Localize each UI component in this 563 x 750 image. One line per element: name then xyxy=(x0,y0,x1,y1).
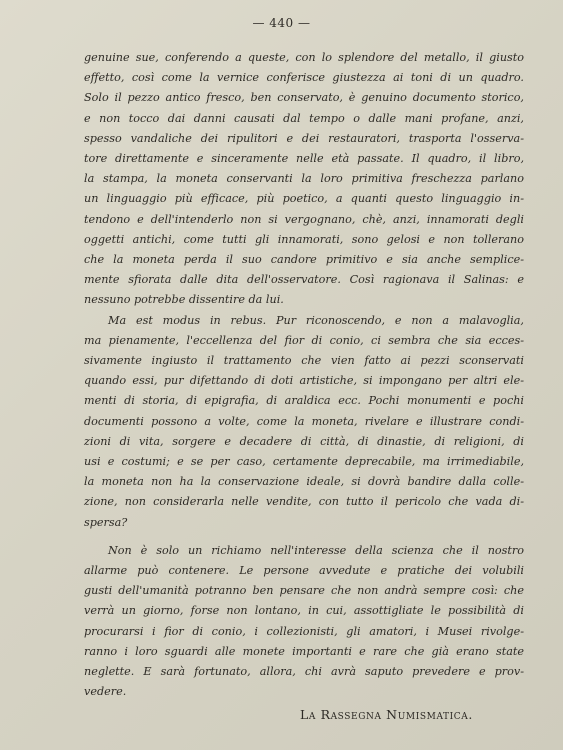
paragraph-2-line: menti di storia, di epigrafia, di araldica ecc. Pochi monumenti e pochi xyxy=(84,394,524,408)
paragraph-1-line: spesso vandaliche dei ripulitori e dei restauratori, trasporta l'osserva- xyxy=(84,131,524,145)
paragraph-1-line: la stampa, la moneta conservanti la loro primitiva freschezza parlano xyxy=(84,172,524,186)
paragraph-3-line: vedere. xyxy=(84,685,127,699)
paragraph-1-line: mente sfiorata dalle dita dell'osservatore. Così ragionava il Salinas: e xyxy=(84,273,524,287)
paragraph-1-line: un linguaggio più efficace, più poetico, a quanti questo linguaggio in- xyxy=(84,192,524,206)
article-body xyxy=(84,48,524,703)
paragraph-1-line: nessuno potrebbe dissentire da lui. xyxy=(84,293,284,307)
paragraph-gap xyxy=(84,533,524,541)
paragraph-2-line: Ma est modus in rebus. Pur riconoscendo, e non a malavoglia, xyxy=(108,313,524,327)
paragraph-2-line: quando essi, pur difettando di doti artistiche, si impongano per altri ele- xyxy=(84,374,524,388)
paragraph-1-line: Solo il pezzo antico fresco, ben conservato, è genuino documento storico, xyxy=(84,91,524,105)
signature: La Rassegna Numismatica. xyxy=(300,707,473,722)
paragraph-2-line: sivamente ingiusto il trattamento che vien fatto ai pezzi sconservati xyxy=(84,354,524,368)
page-number: — 440 — xyxy=(252,16,311,30)
paragraph-1-line: oggetti antichi, come tutti gli innamorati, sono gelosi e non tollerano xyxy=(84,232,524,246)
paragraph-2-line: documenti possono a volte, come la moneta, rivelare e illustrare condi- xyxy=(84,414,524,428)
paragraph-1-line: e non tocco dai danni causati dal tempo o dalle mani profane, anzi, xyxy=(84,111,524,125)
paragraph-3-line: gusti dell'umanità potranno ben pensare che non andrà sempre così: che xyxy=(84,584,524,598)
paragraph-3-line: procurarsi i fior di conio, i collezionisti, gli amatori, i Musei rivolge- xyxy=(84,624,524,638)
paragraph-2-line: zione, non considerarla nelle vendite, con tutto il pericolo che vada di- xyxy=(84,495,524,509)
paragraph-2-line: spersa? xyxy=(84,515,128,529)
paragraph-3-line: allarme può contenere. Le persone avvedute e pratiche dei volubili xyxy=(84,564,524,578)
paragraph-1-line: tendono e dell'intenderlo non si vergognano, chè, anzi, innamorati degli xyxy=(84,212,524,226)
paragraph-1-line: che la moneta perda il suo candore primitivo e sia anche semplice- xyxy=(84,253,524,267)
paragraph-1-line: genuine sue, conferendo a queste, con lo splendore del metallo, il giusto xyxy=(84,51,524,64)
paragraph-2-line: usi e costumi; e se per caso, certamente deprecabile, ma irrimediabile, xyxy=(84,455,524,469)
paragraph-1-line: tore direttamente e sinceramente nelle età passate. Il quadro, il libro, xyxy=(84,152,524,166)
paragraph-3-line: Non è solo un richiamo nell'interesse della scienza che il nostro xyxy=(108,543,524,557)
paragraph-1-line: effetto, così come la vernice conferisce giustezza ai toni di un quadro. xyxy=(84,71,524,85)
paragraph-3-line: neglette. E sarà fortunato, allora, chi avrà saputo prevedere e prov- xyxy=(84,665,524,679)
paragraph-3-line: verrà un giorno, forse non lontano, in cui, assottigliate le possibilità di xyxy=(84,604,524,618)
paragraph-2-line: zioni di vita, sorgere e decadere di città, di dinastie, di religioni, di xyxy=(84,434,524,448)
paragraph-3-line: ranno i loro sguardi alle monete importanti e rare che già erano state xyxy=(84,644,524,658)
paragraph-2-line: ma pienamente, l'eccellenza del fior di conio, ci sembra che sia ecces- xyxy=(84,333,524,347)
paragraph-2-line: la moneta non ha la conservazione ideale, si dovrà bandire dalla colle- xyxy=(84,475,524,489)
